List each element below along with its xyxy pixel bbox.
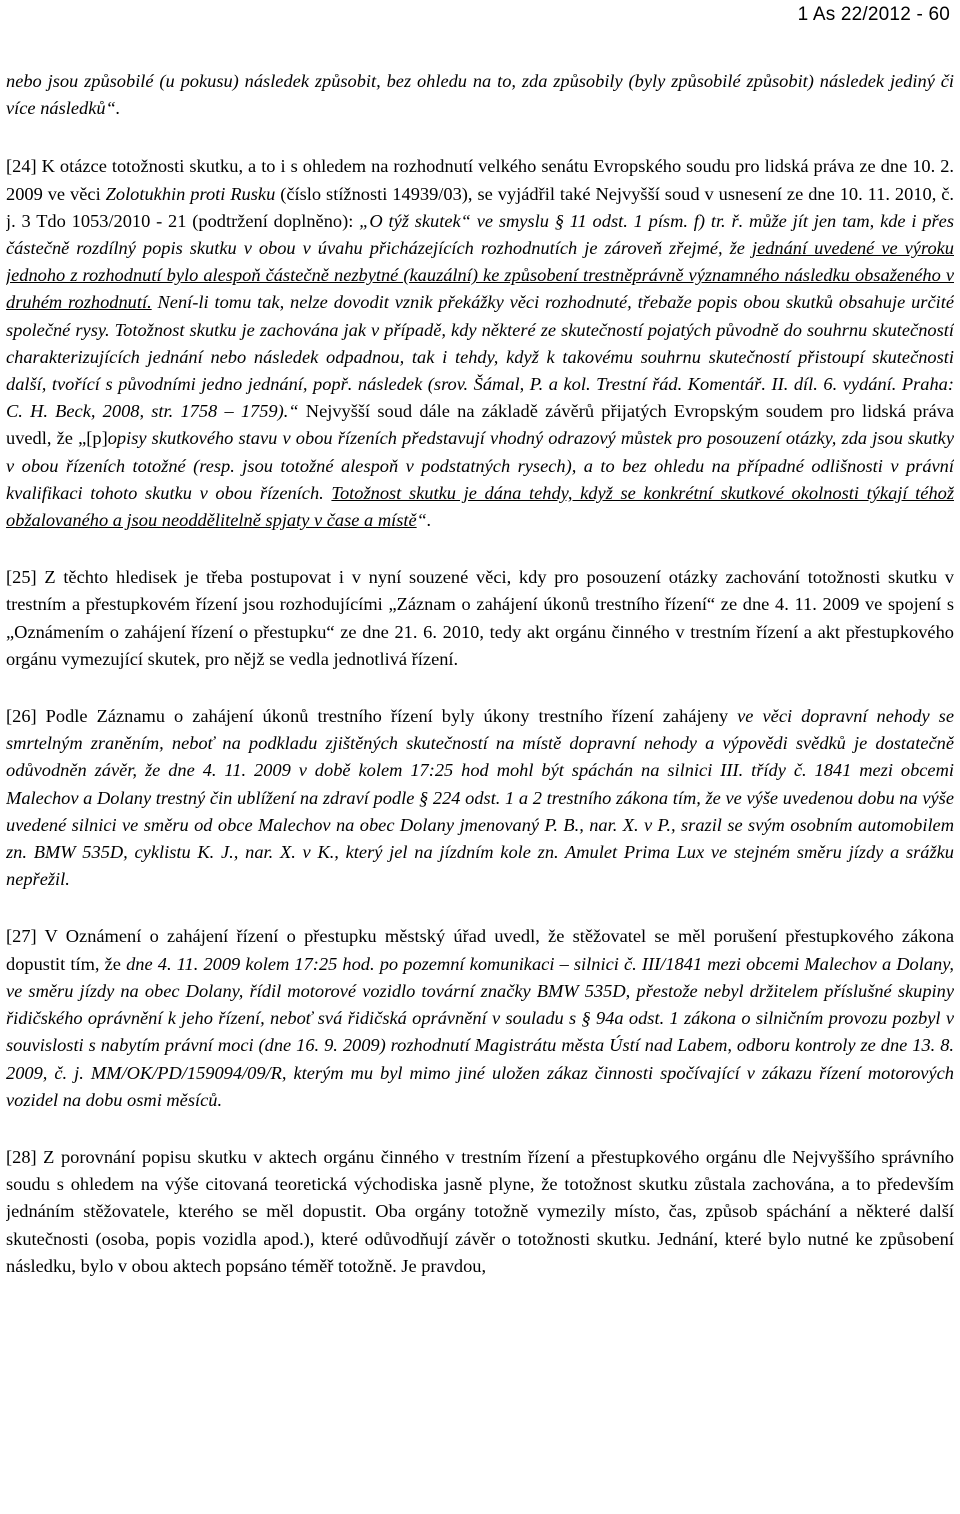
text-run: Nejvyšší soud dále na základě závěrů přijatých Evropským soudem pro lidská práva uvedl, že „[p] — [6, 401, 954, 449]
case-number-header: 1 As 22/2012 - 60 — [797, 4, 950, 25]
paragraph-24 — [6, 153, 954, 534]
text-run: [24] K otázce totožnosti skutku, a to i s ohledem na rozhodnutí velkého senátu Evropského soudu pro lidská práva ze dne 10. 2. 2009 ve věci — [6, 156, 954, 204]
text-run: dne 4. 11. 2009 kolem 17:25 hod. po pozemní komunikaci – silnici č. III/1841 mezi obcemi Malechov a Dolany, ve směru jízdy na obec Dolany, řídil motorové vozidlo tovární značky BMW 535D, přestože nebyl držitelem příslušné skupiny řidičského oprávnění k jeho řízení, neboť svá řidičská oprávnění v souladu s § 94a odst. 1 zákona o silničním provozu pozbyl v souvislosti s nabytím právní moci (dne 16. 9. 2009) rozhodnutí Magistrátu města Ústí nad Labem, odboru kontroly ze dne 13. 8. 2009, č. j. MM/OK/PD/159094/09/R, kterým mu byl mimo jiné uložen zákaz činnosti spočívající v zákazu řízení motorových vozidel na dobu osmi měsíců. — [6, 953, 954, 1110]
document-body — [6, 68, 954, 1310]
text-run: ve věci dopravní nehody se smrtelným zraněním, neboť na podkladu zjištěných skutečností na místě dopravní nehody a výpovědi svědků je dostatečně odůvodněn závěr, že dne 4. 11. 2009 v době kolem 17:25 hod mohl být spáchán na silnici III. třídy č. 1841 mezi obcemi Malechov a Dolany trestný čin ublížení na zdraví podle § 224 odst. 1 a 2 trestního zákona tím, že ve výše uvedenou dobu na výše uvedené silnici ve směru od obce Malechov na obec Dolany jmenovaný P. B., nar. X. v P., srazil se svým osobním automobilem zn. BMW 535D, cyklistu K. J., nar. X. v K., který jel na jízdním kole zn. Amulet Prima Lux ve stejném směru jízdy a srážku nepřežil. — [6, 706, 954, 890]
text-run: [28] Z porovnání popisu skutku v aktech orgánu činného v trestním řízení a přestupkového orgánu dle Nejvyššího správního soudu s ohledem na výše citovaná teoretická východiska jasně plyne, že totožnost skutku zůstala zachována, a to především jednáním stěžovatele, kterého se měl dopustit. Oba orgány totožně vymezily místo, čas, způsob spáchání a některé další skutečnosti (osoba, popis vozidla apod.), které odůvodňují závěr o totožnosti skutku. Jednání, které bylo nutné ke způsobení následku, bylo v obou aktech popsáno téměř totožně. Je pravdou, — [6, 1146, 954, 1276]
text-run: Není-li tomu tak, nelze dovodit vznik překážky věci rozhodnuté, třebaže popis obou skutků obsahuje určité společné rysy. Totožnost skutku je zachována jak v případě, kdy některé ze skutečností pojatých původně do souhrnu skutečností charakterizujících jednání nebo následek odpadnou, tak i tehdy, když k takovému souhrnu skutečností přistoupí skutečnosti další, tvořící s původními jedno jednání, popř. následek (srov. Šámal, P. a kol. Trestní řád. Komentář. II. díl. 6. vydání. Praha: C. H. Beck, 2008, str. 1758 – 1759).“ — [6, 292, 954, 422]
text-run: (číslo stížnosti 14939/03), se vyjádřil také Nejvyšší soud v usnesení ze dne 10. 11. 2010, č. j. 3 Tdo 1053/2010 - 21 (podtržení doplněno): — [6, 183, 954, 231]
paragraph-25 — [6, 564, 954, 673]
text-run: [25] Z těchto hledisek je třeba postupovat i v nyní souzené věci, kdy pro posouzení otázky zachování totožnosti skutku v trestním a přestupkovém řízení jsou rozhodujícími „Záznam o zahájení úkonů trestního řízení“ ze dne 4. 11. 2009 ve spojení s „Oznámením o zahájení řízení o přestupku“ ze dne 21. 6. 2010, tedy akt orgánu činného v trestním řízení a akt přestupkového orgánu vymezující skutek, pro nějž se vedla jednotlivá řízení. — [6, 567, 954, 669]
text-run: jednání uvedené ve výroku jednoho z rozhodnutí bylo alespoň částečně nezbytné (kauzální) ke způsobení trestněprávně významného následku obsaženého v druhém rozhodnutí. — [6, 238, 954, 313]
text-run: „O týž skutek“ ve smyslu § 11 odst. 1 písm. f) tr. ř. může jít jen tam, kde i přes částečně rozdílný popis skutku v obou v úvahu přicházejících rozhodnutích je zároveň zřejmé, že — [6, 210, 954, 259]
document-page — [6, 0, 954, 1514]
paragraph-28 — [6, 1144, 954, 1280]
paragraph-27 — [6, 923, 954, 1113]
text-run: [26] Podle Záznamu o zahájení úkonů trestního řízení byly úkony trestního řízení zahájeny — [6, 706, 738, 727]
text-run: Zolotukhin proti Rusku — [105, 183, 276, 204]
text-run: nebo jsou způsobilé (u pokusu) následek způsobit, bez ohledu na to, zda způsobily (byly způsobilé způsobit) následek jediný či více následků“. — [6, 71, 954, 119]
text-run: opisy skutkového stavu v obou řízeních představují vhodný odrazový můstek pro posouzení otázky, zda jsou skutky v obou řízeních totožné (resp. jsou totožné alespoň v podstatných rysech), a to bez ohledu na případné odlišnosti v právní kvalifikaci tohoto skutku v obou řízeních. — [6, 428, 954, 503]
text-run: [27] V Oznámení o zahájení řízení o přestupku městský úřad uvedl, že stěžovatel se měl porušení přestupkového zákona dopustit tím, že — [6, 926, 954, 974]
paragraph-26 — [6, 703, 954, 893]
text-run: Totožnost skutku je dána tehdy, když se konkrétní skutkové okolnosti týkají téhož obžalovaného a jsou neoddělitelně spjaty v čase a místě — [6, 482, 954, 531]
paragraph-continuation — [6, 68, 954, 122]
text-run: “. — [416, 510, 432, 531]
